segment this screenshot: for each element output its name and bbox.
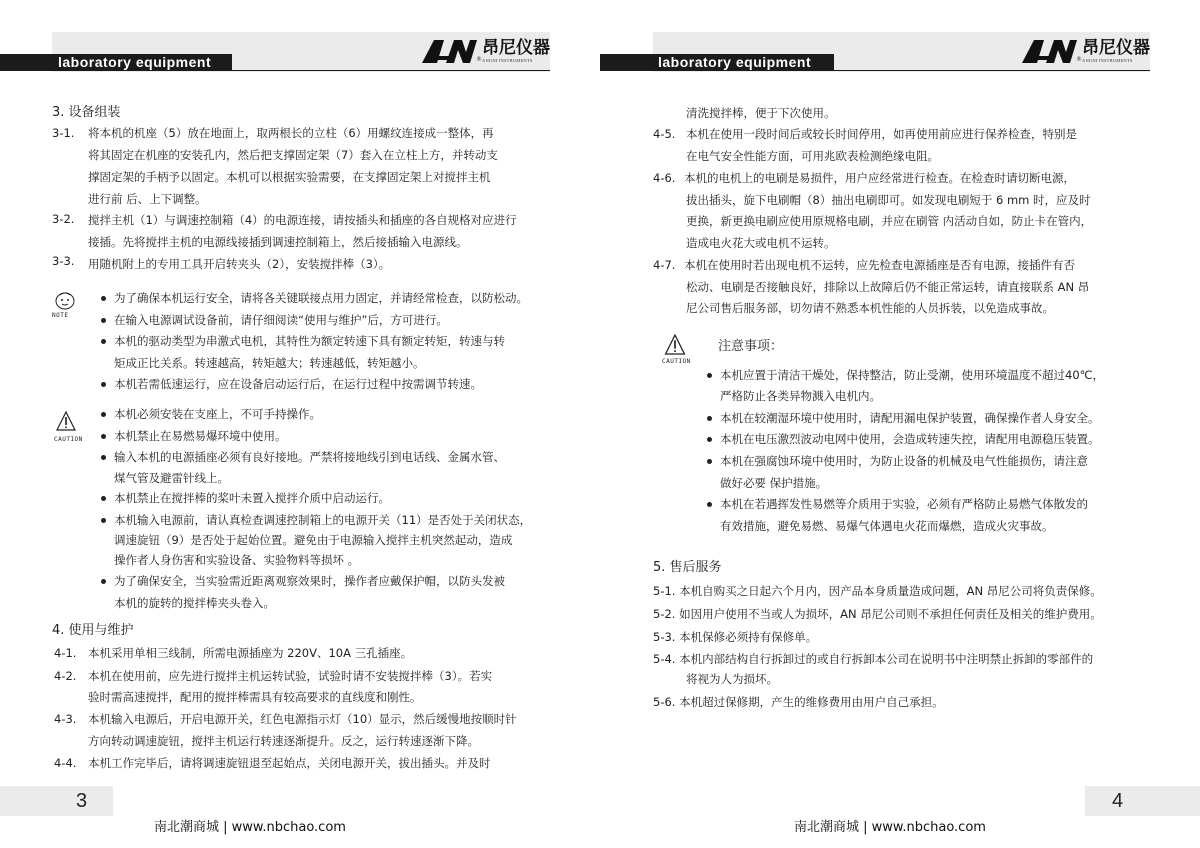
paragraph-line: 本机在使用前，应先进行搅拌主机运转试验，试验时请不安装搅拌棒（3）。若实 (88, 669, 493, 683)
item-number: 4-5. (653, 127, 676, 141)
note-item: 为了确保本机运行安全，请将各关键联接点用力固定，并请经常检查，以防松动。 (114, 291, 528, 305)
paragraph-line: 撑固定架的手柄予以固定。本机可以根据实验需要，在支撑固定架上对搅拌主机 (88, 170, 491, 184)
item-number: 4-1. (54, 646, 77, 660)
item-number: 3-2. (52, 212, 75, 226)
paragraph-line: 更换，新更换电刷应使用原规格电刷，并应在刷管 内活动自如，防止卡在管内， (686, 214, 1093, 228)
right-page (600, 0, 1200, 848)
logo-chinese-name: 昂尼仪器 (482, 38, 550, 58)
paragraph-line: 清洗搅拌棒，便于下次使用。 (686, 106, 836, 120)
footer-band (0, 786, 113, 816)
caution-item: 本机禁止在易燃易爆环境中使用。 (114, 429, 287, 443)
service-line: 5-4. 本机内部结构自行拆卸过的或自行拆卸本公司在说明书中注明禁止拆卸的零部件的 (653, 652, 1094, 666)
caution-item: 本机禁止在搅拌棒的桨叶未置入搅拌介质中启动运行。 (114, 491, 390, 505)
caution-item: 输入本机的电源插座必须有良好接地。严禁将接地线引到电话线、金属水管、 (114, 450, 505, 464)
footer-band (1085, 786, 1200, 816)
note-face-icon (54, 290, 76, 310)
page-number: 4 (1112, 790, 1124, 812)
attention-item: 本机在强腐蚀环境中使用时，为防止设备的机械及电气性能损伤，请注意 (720, 454, 1088, 468)
paragraph-line: 本机采用单相三线制，所需电源插座为 220V、10A 三孔插座。 (88, 646, 413, 660)
caution-item: 本机必须安装在支座上，不可手持操作。 (114, 407, 321, 421)
note-item: 本机若需低速运行，应在设备启动运行后，在运行过程中按需调节转速。 (114, 377, 482, 391)
attention-item: 本机在若遇挥发性易燃等介质用于实验，必须有严格防止易燃气体散发的 (720, 497, 1088, 511)
an-logo-icon (1020, 38, 1080, 64)
item-number: 3-1. (52, 126, 75, 140)
note-item-cont: 矩成正比关系。转速越高，转矩越大；转速越低，转矩越小。 (114, 356, 425, 370)
logo-english-name: ANGNI INSTRUMENTS (482, 58, 533, 63)
caution-item: 为了确保安全，当实验需近距离观察效果时，操作者应戴保护帽，以防头发被 (114, 574, 505, 588)
caution-triangle-icon (664, 334, 686, 355)
logo-chinese-name: 昂尼仪器 (1082, 38, 1150, 58)
section-3-title: 3. 设备组装 (52, 105, 121, 120)
service-line: 5-2. 如因用户使用不当或人为损坏，AN 昂尼公司则不承担任何责任及相关的维护费用。 (653, 607, 1102, 621)
section-4-title: 4. 使用与维护 (52, 623, 134, 638)
paragraph-line: 本机在使用一段时间后或较长时间停用，如再使用前应进行保养检查，特别是 (686, 127, 1077, 141)
service-line: 5-1. 本机自购买之日起六个月内，因产品本身质量造成问题，AN 昂尼公司将负责保修。 (653, 584, 1102, 598)
item-number: 4-6. (653, 171, 676, 185)
section-5-title: 5. 售后服务 (653, 560, 722, 575)
service-line: 5-3. 本机保修必须持有保修单。 (653, 630, 818, 644)
service-line-cont: 将视为人为损坏。 (686, 672, 778, 686)
paragraph-line: 松动、电刷是否接触良好，排除以上故障后仍不能正常运转，请直接联系 AN 昂 (686, 280, 1090, 294)
attention-item-cont: 严格防止各类异物溅入电机内。 (720, 389, 881, 403)
paragraph-line: 进行前 后、上下调整。 (88, 192, 207, 206)
caution-item-cont: 调速旋钮（9）是否处于起始位置。避免由于电源输入搅拌主机突然起动，造成 (114, 533, 513, 547)
attention-item: 本机在较潮湿环境中使用时，请配用漏电保护装置，确保操作者人身安全。 (720, 411, 1100, 425)
paragraph-line: 本机输入电源后，开启电源开关，红色电源指示灯（10）显示，然后缓慢地按顺时针 (88, 712, 517, 726)
brand-logo: ® 昂尼仪器 ANGNI INSTRUMENTS (1020, 38, 1140, 66)
item-number: 4-4. (54, 756, 77, 770)
paragraph-line: 方向转动调速旋钮，搅拌主机运行转速逐渐提升。反之，运行转速逐渐下降。 (88, 734, 479, 748)
attention-item-cont: 做好必要 保护措施。 (720, 476, 828, 490)
header-label: laboratory equipment (600, 54, 834, 71)
item-number: 4-7. (653, 258, 676, 272)
logo-english-name: ANGNI INSTRUMENTS (1082, 58, 1133, 63)
caution-caption: CAUTION (54, 436, 83, 443)
brand-logo: ® 昂尼仪器 ANGNI INSTRUMENTS (420, 38, 540, 66)
paragraph-line: 本机的电机上的电刷是易损件，用户应经常进行检查。在检查时请切断电源， (684, 171, 1075, 185)
caution-item-cont: 本机的旋转的搅拌棒夹头卷入。 (114, 596, 275, 610)
caution-item: 本机输入电源前，请认真检查调速控制箱上的电源开关（11）是否处于关闭状态， (114, 513, 532, 527)
attention-title: 注意事项： (718, 339, 784, 354)
caution-item-cont: 操作者人身伤害和实验设备、实验物料等损坏 。 (114, 553, 360, 567)
paragraph-line: 用随机附上的专用工具开启转夹头（2），安装搅拌棒（3）。 (88, 257, 391, 271)
an-logo-icon (420, 38, 480, 64)
paragraph-line: 验时需高速搅拌，配用的搅拌棒需具有较高要求的直线度和刚性。 (88, 690, 422, 704)
caution-item-cont: 煤气管及避雷针线上。 (114, 471, 229, 485)
paragraph-line: 接插。先将搅拌主机的电源线接插到调速控制箱上，然后接插输入电源线。 (88, 235, 468, 249)
footer-website: 南北潮商城 | www.nbchao.com (154, 820, 346, 835)
paragraph-line: 搅拌主机（1）与调速控制箱（4）的电源连接，请按插头和插座的各自规格对应进行 (88, 213, 517, 227)
caution-caption: CAUTION (662, 358, 691, 365)
paragraph-line: 造成电火花大或电机不运转。 (686, 236, 836, 250)
attention-item-cont: 有效措施，避免易燃、易爆气体遇电火花而爆燃，造成火灾事故。 (720, 519, 1054, 533)
paragraph-line: 将本机的机座（5）放在地面上，取两根长的立柱（6）用螺纹连接成一整体，再 (88, 126, 494, 140)
paragraph-line: 拔出插头，旋下电刷帽（8）抽出电刷即可。如发现电刷短于 6 mm 时，应及时 (686, 193, 1091, 207)
note-caption: NOTE (52, 312, 69, 319)
item-number: 4-2. (54, 669, 77, 683)
note-item: 在输入电源调试设备前，请仔细阅读“使用与维护”后，方可进行。 (114, 313, 448, 327)
item-number: 4-3. (54, 712, 77, 726)
note-item: 本机的驱动类型为串激式电机，其特性为额定转速下具有额定转矩，转速与转 (114, 334, 505, 348)
paragraph-line: 尼公司售后服务部，切勿请不熟悉本机性能的人员拆装，以免造成事故。 (686, 301, 1054, 315)
paragraph-line: 本机在使用时若出现电机不运转，应先检查电源插座是否有电源，接插件有否 (684, 258, 1075, 272)
service-line: 5-6. 本机超过保修期，产生的维修费用由用户自己承担。 (653, 695, 944, 709)
paragraph-line: 本机工作完毕后，请将调速旋钮退至起始点，关闭电源开关，拔出插头。并及时 (88, 756, 491, 770)
header-label: laboratory equipment (0, 54, 232, 71)
attention-item: 本机在电压激烈波动电网中使用，会造成转速失控，请配用电源稳压装置。 (720, 432, 1100, 446)
caution-triangle-icon (56, 411, 76, 431)
paragraph-line: 在电气安全性能方面，可用兆欧表检测绝缘电阻。 (686, 149, 939, 163)
item-number: 3-3. (52, 254, 75, 268)
attention-item: 本机应置于清洁干燥处，保持整洁，防止受潮，使用环境温度不超过40℃， (720, 368, 1105, 382)
footer-website: 南北潮商城 | www.nbchao.com (794, 820, 986, 835)
paragraph-line: 将其固定在机座的安装孔内，然后把支撑固定架（7）套入在立柱上方，并转动支 (88, 148, 498, 162)
page-number: 3 (76, 790, 88, 812)
